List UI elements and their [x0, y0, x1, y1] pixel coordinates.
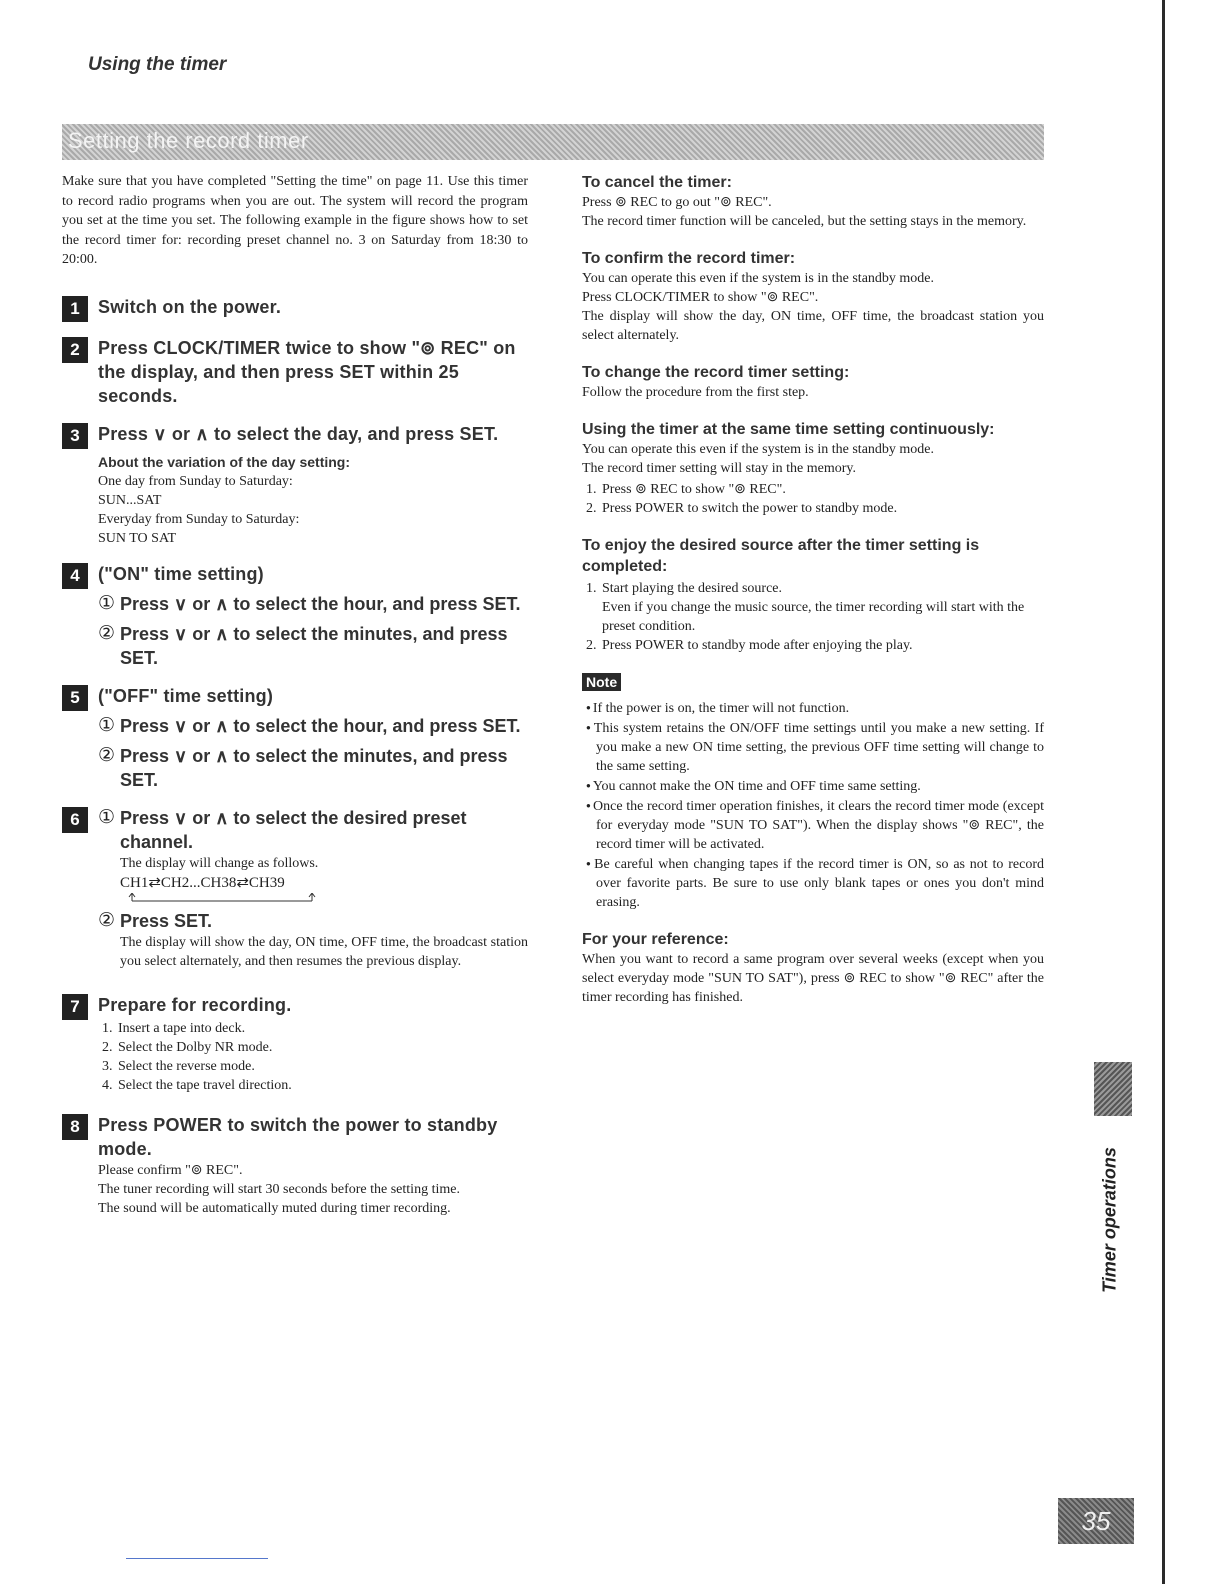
step-6: [62, 806, 528, 971]
step-number-7: 7: [62, 994, 88, 1020]
step-4-heading: ("ON" time setting): [98, 563, 264, 584]
enjoy-heading: To enjoy the desired source after the timer setting is completed:: [582, 537, 980, 575]
side-tab-marker: [1094, 1062, 1132, 1116]
step-8-heading: Press POWER to switch the power to standby mode.: [98, 1114, 498, 1159]
step-1: [62, 295, 528, 322]
confirm-line: Press CLOCK/TIMER to show "⊚ REC".: [582, 290, 819, 305]
circled-2: ②: [98, 744, 116, 766]
list-item: 3. Select the reverse mode.: [116, 1057, 528, 1076]
display-change-text: The display will change as follows.: [120, 855, 319, 871]
day-variation-title: About the variation of the day setting:: [98, 453, 351, 470]
note-badge: Note: [582, 673, 621, 691]
step-4-substep-2: [98, 622, 528, 670]
step-6-substep-1: [98, 806, 528, 854]
day-variation-line: Everyday from Sunday to Saturday:: [98, 511, 300, 527]
list-item: 2. Press POWER to standby mode after enjoying the play.: [600, 636, 1044, 655]
side-tab-label: Timer operations: [1099, 1147, 1120, 1293]
circled-2: ②: [98, 622, 116, 644]
continuous-heading: Using the timer at the same time setting continuously:: [582, 421, 995, 438]
day-variation-line: SUN TO SAT: [98, 530, 177, 546]
right-column: [582, 172, 1044, 1007]
note-item: ● Once the record timer operation finishes, it clears the record timer mode (except for everyday mode "SUN TO SAT"). When the display shows "⊚ REC", the record timer will be activated.: [582, 796, 1044, 854]
step-4: [62, 562, 528, 670]
step-number-2: 2: [62, 337, 88, 363]
confirm-line: The display will show the day, ON time, OFF time, the broadcast station you select alternately.: [582, 309, 1044, 343]
substep-text: Press ∨ or ∧ to select the minutes, and press SET.: [120, 623, 508, 668]
step-8: [62, 1113, 528, 1218]
cancel-heading: To cancel the timer:: [582, 174, 732, 191]
cancel-line: The record timer function will be canceled, but the setting stays in the memory.: [582, 214, 1027, 229]
step-8-line: The sound will be automatically muted during timer recording.: [98, 1200, 451, 1216]
reference-text: When you want to record a same program over several weeks (except when you select everyday mode "SUN TO SAT"), press ⊚ REC to show "⊚ REC" after the timer recording has finished.: [582, 952, 1044, 1005]
step-4-substep-1: [98, 592, 528, 616]
note-item: ● This system retains the ON/OFF time settings until you make a new setting. If you make a new ON time setting, the previous OFF time setting will change to the same setting.: [582, 718, 1044, 776]
substep-text: Press SET.: [120, 910, 213, 931]
prepare-list: [98, 1019, 528, 1095]
continuous-list: [582, 480, 1044, 518]
day-variation-line: One day from Sunday to Saturday:: [98, 473, 293, 489]
substep-text: Press ∨ or ∧ to select the hour, and press SET.: [120, 715, 521, 736]
day-variation-line: SUN...SAT: [98, 492, 162, 508]
section-title: Using the timer: [88, 54, 227, 75]
page-number: 35: [1058, 1498, 1134, 1544]
confirm-heading: To confirm the record timer:: [582, 250, 796, 267]
step-8-line: The tuner recording will start 30 seconds before the setting time.: [98, 1181, 460, 1197]
step-2-heading: Press CLOCK/TIMER twice to show "⊚ REC" on the display, and then press SET within 25 seconds.: [98, 337, 516, 406]
list-item: 4. Select the tape travel direction.: [116, 1076, 528, 1095]
list-item: 1. Insert a tape into deck.: [116, 1019, 528, 1038]
circled-1: ①: [98, 806, 116, 828]
step-3-heading: Press ∨ or ∧ to select the day, and press SET.: [98, 423, 499, 444]
step-number-1: 1: [62, 296, 88, 322]
note-item: ● You cannot make the ON time and OFF time same setting.: [582, 776, 1044, 796]
step-5-substep-1: [98, 714, 528, 738]
reference-heading: For your reference:: [582, 931, 729, 948]
side-tab: [1080, 1130, 1140, 1310]
substep-text: Press ∨ or ∧ to select the minutes, and press SET.: [120, 745, 508, 790]
note-item: ● Be careful when changing tapes if the record timer is ON, so as not to record over favorite parts. Be sure to use only blank tapes or ones you don't mind erasing.: [582, 854, 1044, 912]
footer-rule: [126, 1558, 268, 1559]
step-number-4: 4: [62, 563, 88, 589]
left-column: [62, 172, 528, 1232]
change-heading: To change the record timer setting:: [582, 364, 850, 381]
intro-paragraph: Make sure that you have completed "Setting the time" on page 11. Use this timer to record radio programs when you are out. The system will record the program you set at the time you set. The following example in the figure shows how to set the record timer for: recording preset channel no. 3 on Saturday from 18:30 to 20:00.: [62, 174, 528, 267]
step-number-6: 6: [62, 807, 88, 833]
substep-text: Press ∨ or ∧ to select the hour, and press SET.: [120, 593, 521, 614]
step-8-line: Please confirm "⊚ REC".: [98, 1162, 243, 1178]
step-2: [62, 336, 528, 408]
circled-2: ②: [98, 909, 116, 931]
change-line: Follow the procedure from the first step.: [582, 385, 809, 400]
list-item: 1. Press ⊚ REC to show "⊚ REC".: [600, 480, 1044, 499]
step-3: [62, 422, 528, 548]
step-7-heading: Prepare for recording.: [98, 994, 292, 1015]
circled-1: ①: [98, 592, 116, 614]
circled-1: ①: [98, 714, 116, 736]
note-item: ● If the power is on, the timer will not function.: [582, 698, 1044, 718]
cancel-line: Press ⊚ REC to go out "⊚ REC".: [582, 195, 772, 210]
right-margin-rule: [1162, 0, 1165, 1584]
step-1-heading: Switch on the power.: [98, 296, 282, 317]
display-show-text: The display will show the day, ON time, OFF time, the broadcast station you select alternately, and then resumes the previous display.: [120, 934, 528, 969]
enjoy-item-1-extra: Even if you change the music source, the timer recording will start with the preset condition.: [602, 600, 1025, 634]
list-item: 2. Press POWER to switch the power to standby mode.: [600, 499, 1044, 518]
step-7: [62, 993, 528, 1095]
step-number-8: 8: [62, 1114, 88, 1140]
banner-label: Setting the record timer: [68, 128, 309, 153]
notes-list: [582, 698, 1044, 912]
confirm-line: You can operate this even if the system is in the standby mode.: [582, 271, 935, 286]
enjoy-list: [582, 579, 1044, 655]
step-5-heading: ("OFF" time setting): [98, 685, 274, 706]
list-item: 2. Select the Dolby NR mode.: [116, 1038, 528, 1057]
continuous-line: The record timer setting will stay in the memory.: [582, 461, 856, 476]
step-6-substep-2: [98, 909, 528, 933]
step-number-3: 3: [62, 423, 88, 449]
step-5-substep-2: [98, 744, 528, 792]
section-banner: [62, 124, 1044, 160]
channel-sequence: CH1⇄CH2...CH38⇄CH39: [120, 874, 285, 891]
list-item: [600, 579, 1044, 636]
channel-loop-arrow-icon: [128, 893, 318, 903]
step-number-5: 5: [62, 685, 88, 711]
enjoy-item-1: Start playing the desired source.: [602, 581, 783, 596]
substep-text: Press ∨ or ∧ to select the desired preset channel.: [120, 807, 467, 852]
step-5: [62, 684, 528, 792]
continuous-line: You can operate this even if the system is in the standby mode.: [582, 442, 935, 457]
